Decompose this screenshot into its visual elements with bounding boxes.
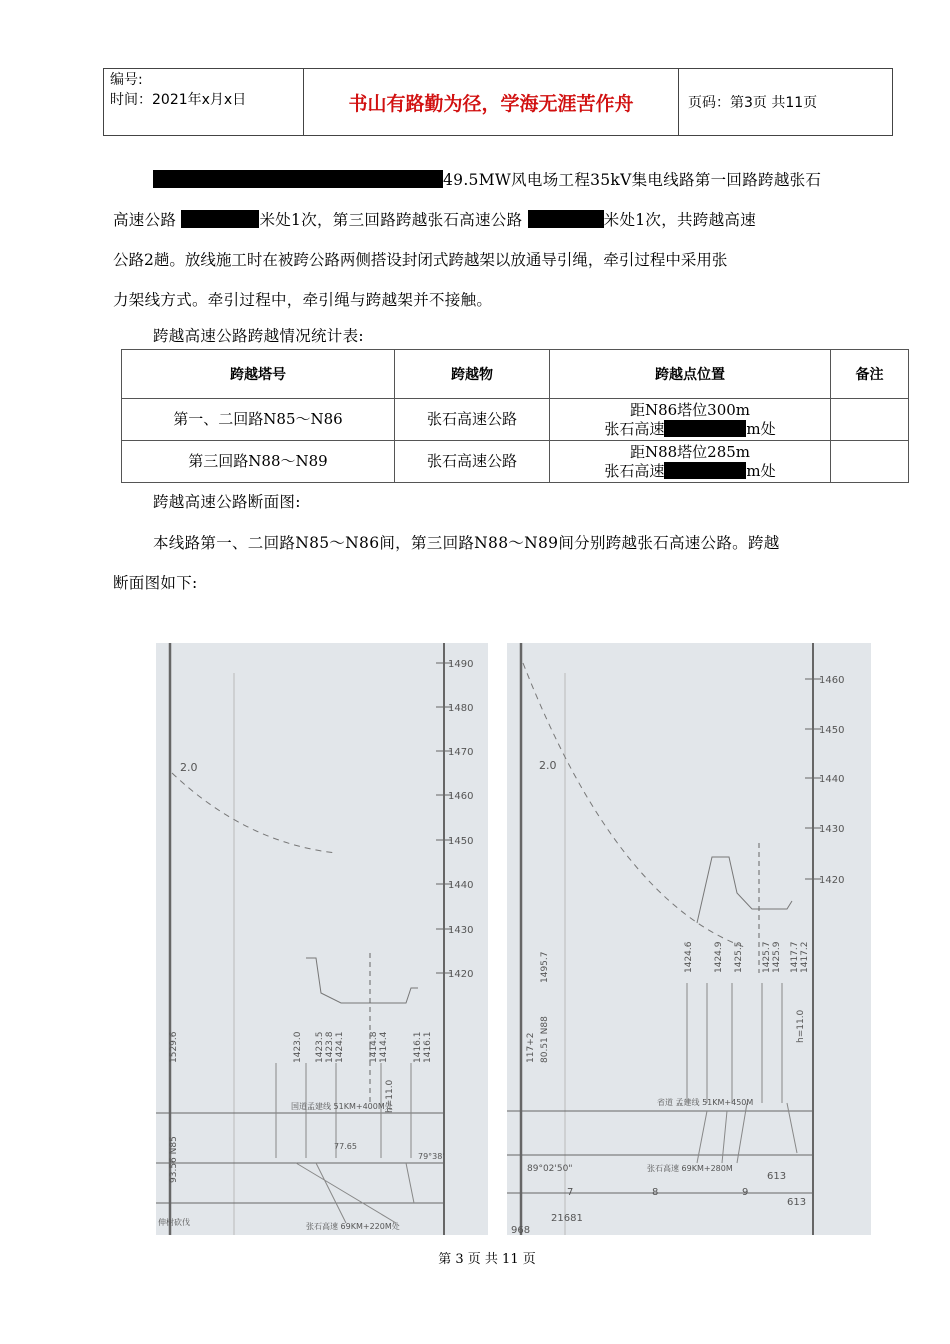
header-motto: 书山有路勤为径，学海无涯苦作舟 [304, 69, 679, 135]
height-label: h=11.0 [385, 1079, 395, 1113]
table-header: 跨越塔号 [122, 350, 395, 399]
angle-label: 79°38' [418, 1152, 445, 1161]
clearance-label: 2.0 [539, 759, 557, 772]
pole-mark: 9 [742, 1187, 749, 1198]
elevation-label: 1450 [819, 725, 845, 736]
intro-line-3: 公路2趟。放线施工时在被跨公路两侧搭设封闭式跨越架以放通导引绳，牵引过程中采用张 [113, 251, 728, 269]
table-header: 备注 [831, 350, 909, 399]
profile-image-right [507, 643, 871, 1235]
intro-line-4: 力架线方式。牵引过程中，牵引绳与跨越架并不接触。 [113, 291, 493, 309]
intro-line-2c: 米处1次，共跨越高速 [603, 211, 757, 229]
elevation-label: 1420 [819, 875, 845, 886]
section-title: 跨越高速公路断面图: [153, 493, 301, 511]
tower-label: 93.56 N85 [169, 1136, 179, 1183]
redaction-bar [664, 462, 746, 479]
vertical-label: 1425.7 [762, 941, 772, 973]
location-prefix: 张石高速 [604, 419, 665, 438]
table-header-row [122, 350, 909, 399]
elevation-label: 1420 [448, 969, 474, 980]
note-cell [831, 441, 909, 483]
station-label: 117+2 [526, 1032, 536, 1063]
tower-cell: 第三回路N88～N89 [122, 441, 395, 483]
elevation-label: 1480 [448, 703, 474, 714]
intro-paragraph [113, 160, 883, 320]
redaction-bar [153, 170, 443, 188]
vertical-label: 1417.2 [800, 941, 810, 973]
elevation-label: 1430 [448, 925, 474, 936]
vertical-label: 1423.8 [325, 1031, 335, 1063]
table-header: 跨越物 [395, 350, 550, 399]
vertical-label: 1424.1 [335, 1031, 345, 1063]
distance-label: 613 [787, 1197, 807, 1208]
vertical-label: 1423.0 [293, 1031, 303, 1063]
vertical-label: 1416.1 [413, 1031, 423, 1063]
location-cell [550, 399, 831, 441]
vertical-label: 1423.5 [315, 1031, 325, 1063]
redaction-bar [181, 210, 259, 228]
distance-label: 77.65 [334, 1142, 357, 1151]
road-label: 张石高速 69KM+220M处 [306, 1222, 400, 1231]
header-meta [104, 69, 304, 135]
tower-cell: 第一、二回路N85～N86 [122, 399, 395, 441]
elevation-label: 1430 [819, 824, 845, 835]
page-header [103, 68, 893, 136]
profile-image-left [156, 643, 488, 1235]
clearance-label: 2.0 [180, 761, 198, 774]
road-label: 张石高速 69KM+280M [647, 1164, 733, 1173]
road-label: 国道孟建线 51KM+400M处 [291, 1102, 393, 1111]
location-prefix: 张石高速 [604, 461, 665, 480]
distance-label: 21681 [551, 1213, 583, 1224]
location-line [550, 462, 830, 481]
location-line: 距N86塔位300m [629, 400, 751, 419]
crossing-table [121, 349, 909, 483]
section-line-1: 本线路第一、二回路N85～N86间，第三回路N88～N89间分别跨越张石高速公路。跨越 [153, 534, 780, 552]
location-line: 距N88塔位285m [629, 442, 751, 461]
table-header: 跨越点位置 [550, 350, 831, 399]
page-footer: 第 3 页 共 11 页 [438, 1252, 536, 1267]
vertical-label: 1425.5 [734, 941, 744, 973]
tower-label: 80.51 N88 [540, 1016, 550, 1063]
vertical-label: 1425.9 [772, 941, 782, 973]
section-paragraph [113, 523, 883, 603]
vertical-label: 1417.7 [790, 941, 800, 973]
elevation-label: 1440 [448, 880, 474, 891]
time-label: 时间：2021年x月x日 [110, 92, 247, 108]
elevation-label: 1470 [448, 747, 474, 758]
location-suffix: m处 [746, 461, 776, 480]
location-suffix: m处 [746, 419, 776, 438]
table-row [122, 399, 909, 441]
vertical-label: 1424.9 [714, 941, 724, 973]
pole-mark: 8 [652, 1187, 659, 1198]
elevation-label: 1460 [448, 791, 474, 802]
distance-label: 968 [511, 1225, 531, 1235]
corner-label: 伸树砍伐 [158, 1218, 190, 1227]
note-cell [831, 399, 909, 441]
elevation-label: 1450 [448, 836, 474, 847]
elevation-label: 1440 [819, 774, 845, 785]
location-cell [550, 441, 831, 483]
vertical-label: 1414.4 [379, 1031, 389, 1063]
table-title: 跨越高速公路跨越情况统计表: [153, 327, 364, 345]
object-cell: 张石高速公路 [395, 441, 550, 483]
vertical-label: 1416.1 [423, 1031, 433, 1063]
angle-label: 89°02'50" [527, 1164, 573, 1174]
distance-label: 613 [767, 1171, 787, 1182]
number-label: 编号: [110, 72, 143, 88]
section-line-2: 断面图如下: [113, 574, 198, 592]
header-page-label: 页码：第3页 共11页 [688, 95, 818, 111]
vertical-label: 1529.6 [169, 1031, 179, 1063]
vertical-label: 1424.6 [684, 941, 694, 973]
vertical-label: 1495.7 [540, 951, 550, 983]
object-cell: 张石高速公路 [395, 399, 550, 441]
table-row [122, 441, 909, 483]
location-line [550, 420, 830, 439]
redaction-bar [528, 210, 604, 228]
intro-line-2b: 米处1次，第三回路跨越张石高速公路 [259, 211, 523, 229]
vertical-label: 1414.8 [369, 1031, 379, 1063]
redaction-bar [664, 420, 746, 437]
intro-line-1: 49.5MW风电场工程35kV集电线路第一回路跨越张石 [443, 171, 822, 189]
road-label: 省道 孟建线 51KM+450M [657, 1098, 754, 1107]
pole-mark: 7 [567, 1187, 574, 1198]
elevation-label: 1460 [819, 675, 845, 686]
elevation-label: 1490 [448, 659, 474, 670]
height-label: h=11.0 [796, 1009, 806, 1043]
intro-line-2a: 高速公路 [113, 211, 177, 229]
